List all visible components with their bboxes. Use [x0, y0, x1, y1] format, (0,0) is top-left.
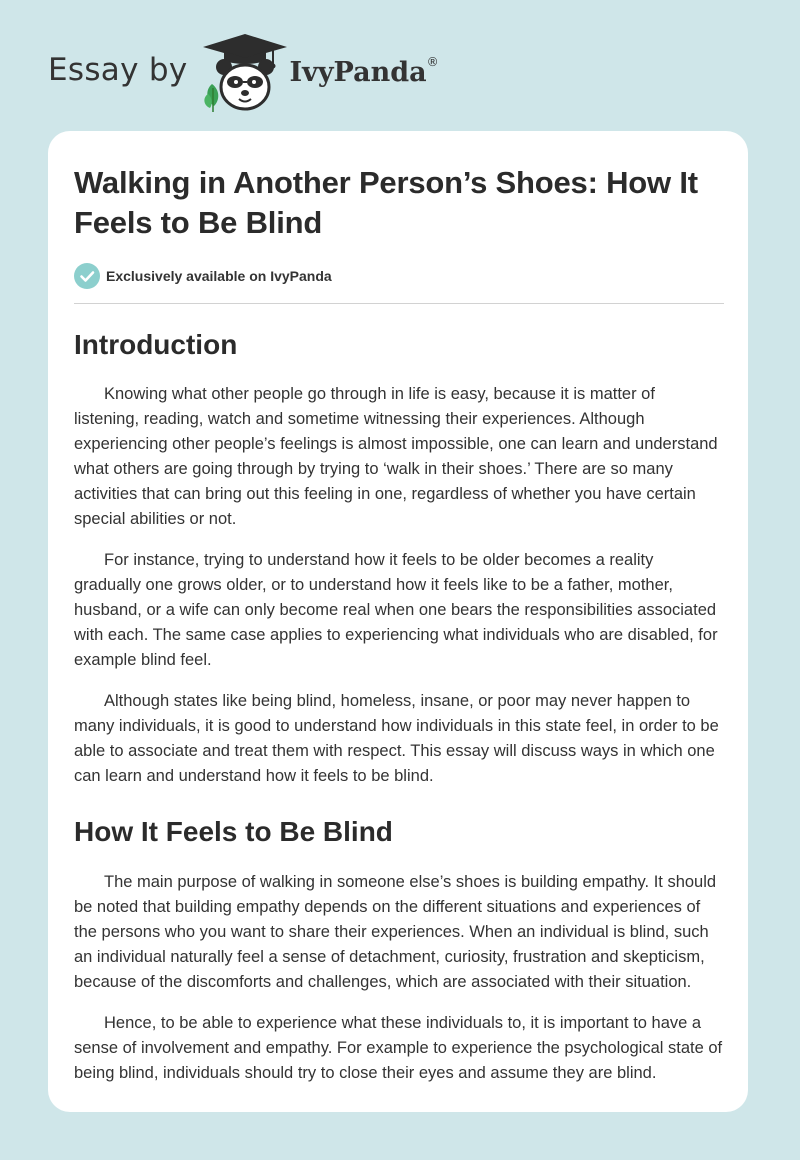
brand-prefix: Essay by — [48, 52, 188, 88]
paragraph: Knowing what other people go through in life is easy, because it is matter of listening, reading, watch and sometime witnessing their experiences. Although experiencing other people’s feelings is almost impossible, one can learn and understand what others are going through by trying to ‘walk in their shoes.’ There are so many activities that can bring out this feeling in one, regardless of whether you have certain special abilities or not. — [74, 385, 718, 528]
brand-header[interactable] — [48, 34, 439, 114]
panda-logo-icon — [202, 34, 288, 114]
essay-card — [48, 131, 748, 1112]
title-divider — [74, 303, 724, 304]
essay-title: Walking in Another Person’s Shoes: How It Feels to Be Blind — [74, 165, 698, 240]
section-heading-introduction: Introduction — [74, 329, 238, 360]
registered-mark: ® — [426, 55, 439, 69]
section-heading-how-it-feels: How It Feels to Be Blind — [74, 816, 393, 847]
paragraph: The main purpose of walking in someone else’s shoes is building empathy. It should be noted that building empathy depends on the different situations and experiences of the persons who you want to share their experiences. When an individual is blind, such an individual naturally feel a sense of detachment, curiosity, frustration and skepticism, because of the discomforts and challenges, which are associated with their situation. — [74, 873, 717, 991]
paragraph: Although states like being blind, homeless, insane, or poor may never happen to many individuals, it is good to understand how individuals in this state feel, in order to be able to associate and treat them with respect. This essay will discuss ways in which one can learn and understand how it feels to be blind. — [74, 692, 719, 785]
essay-content — [74, 163, 724, 1086]
brand-name: IvyPanda — [289, 56, 427, 88]
check-circle-icon — [74, 263, 100, 289]
paragraph: For instance, trying to understand how it feels to be older becomes a reality gradually one grows older, or to understand how it feels like to be a father, mother, husband, or a wife can only become real when one bears the responsibilities associated with each. The same case applies to experiencing what individuals who are disabled, for example blind feel. — [74, 551, 718, 669]
exclusive-badge — [74, 263, 724, 289]
exclusive-badge-label: Exclusively available on IvyPanda — [106, 268, 332, 284]
paragraph: Hence, to be able to experience what these individuals to, it is important to have a sense of involvement and empathy. For example to experience the psychological state of being blind, individuals should try to close their eyes and assume they are blind. — [74, 1014, 723, 1082]
